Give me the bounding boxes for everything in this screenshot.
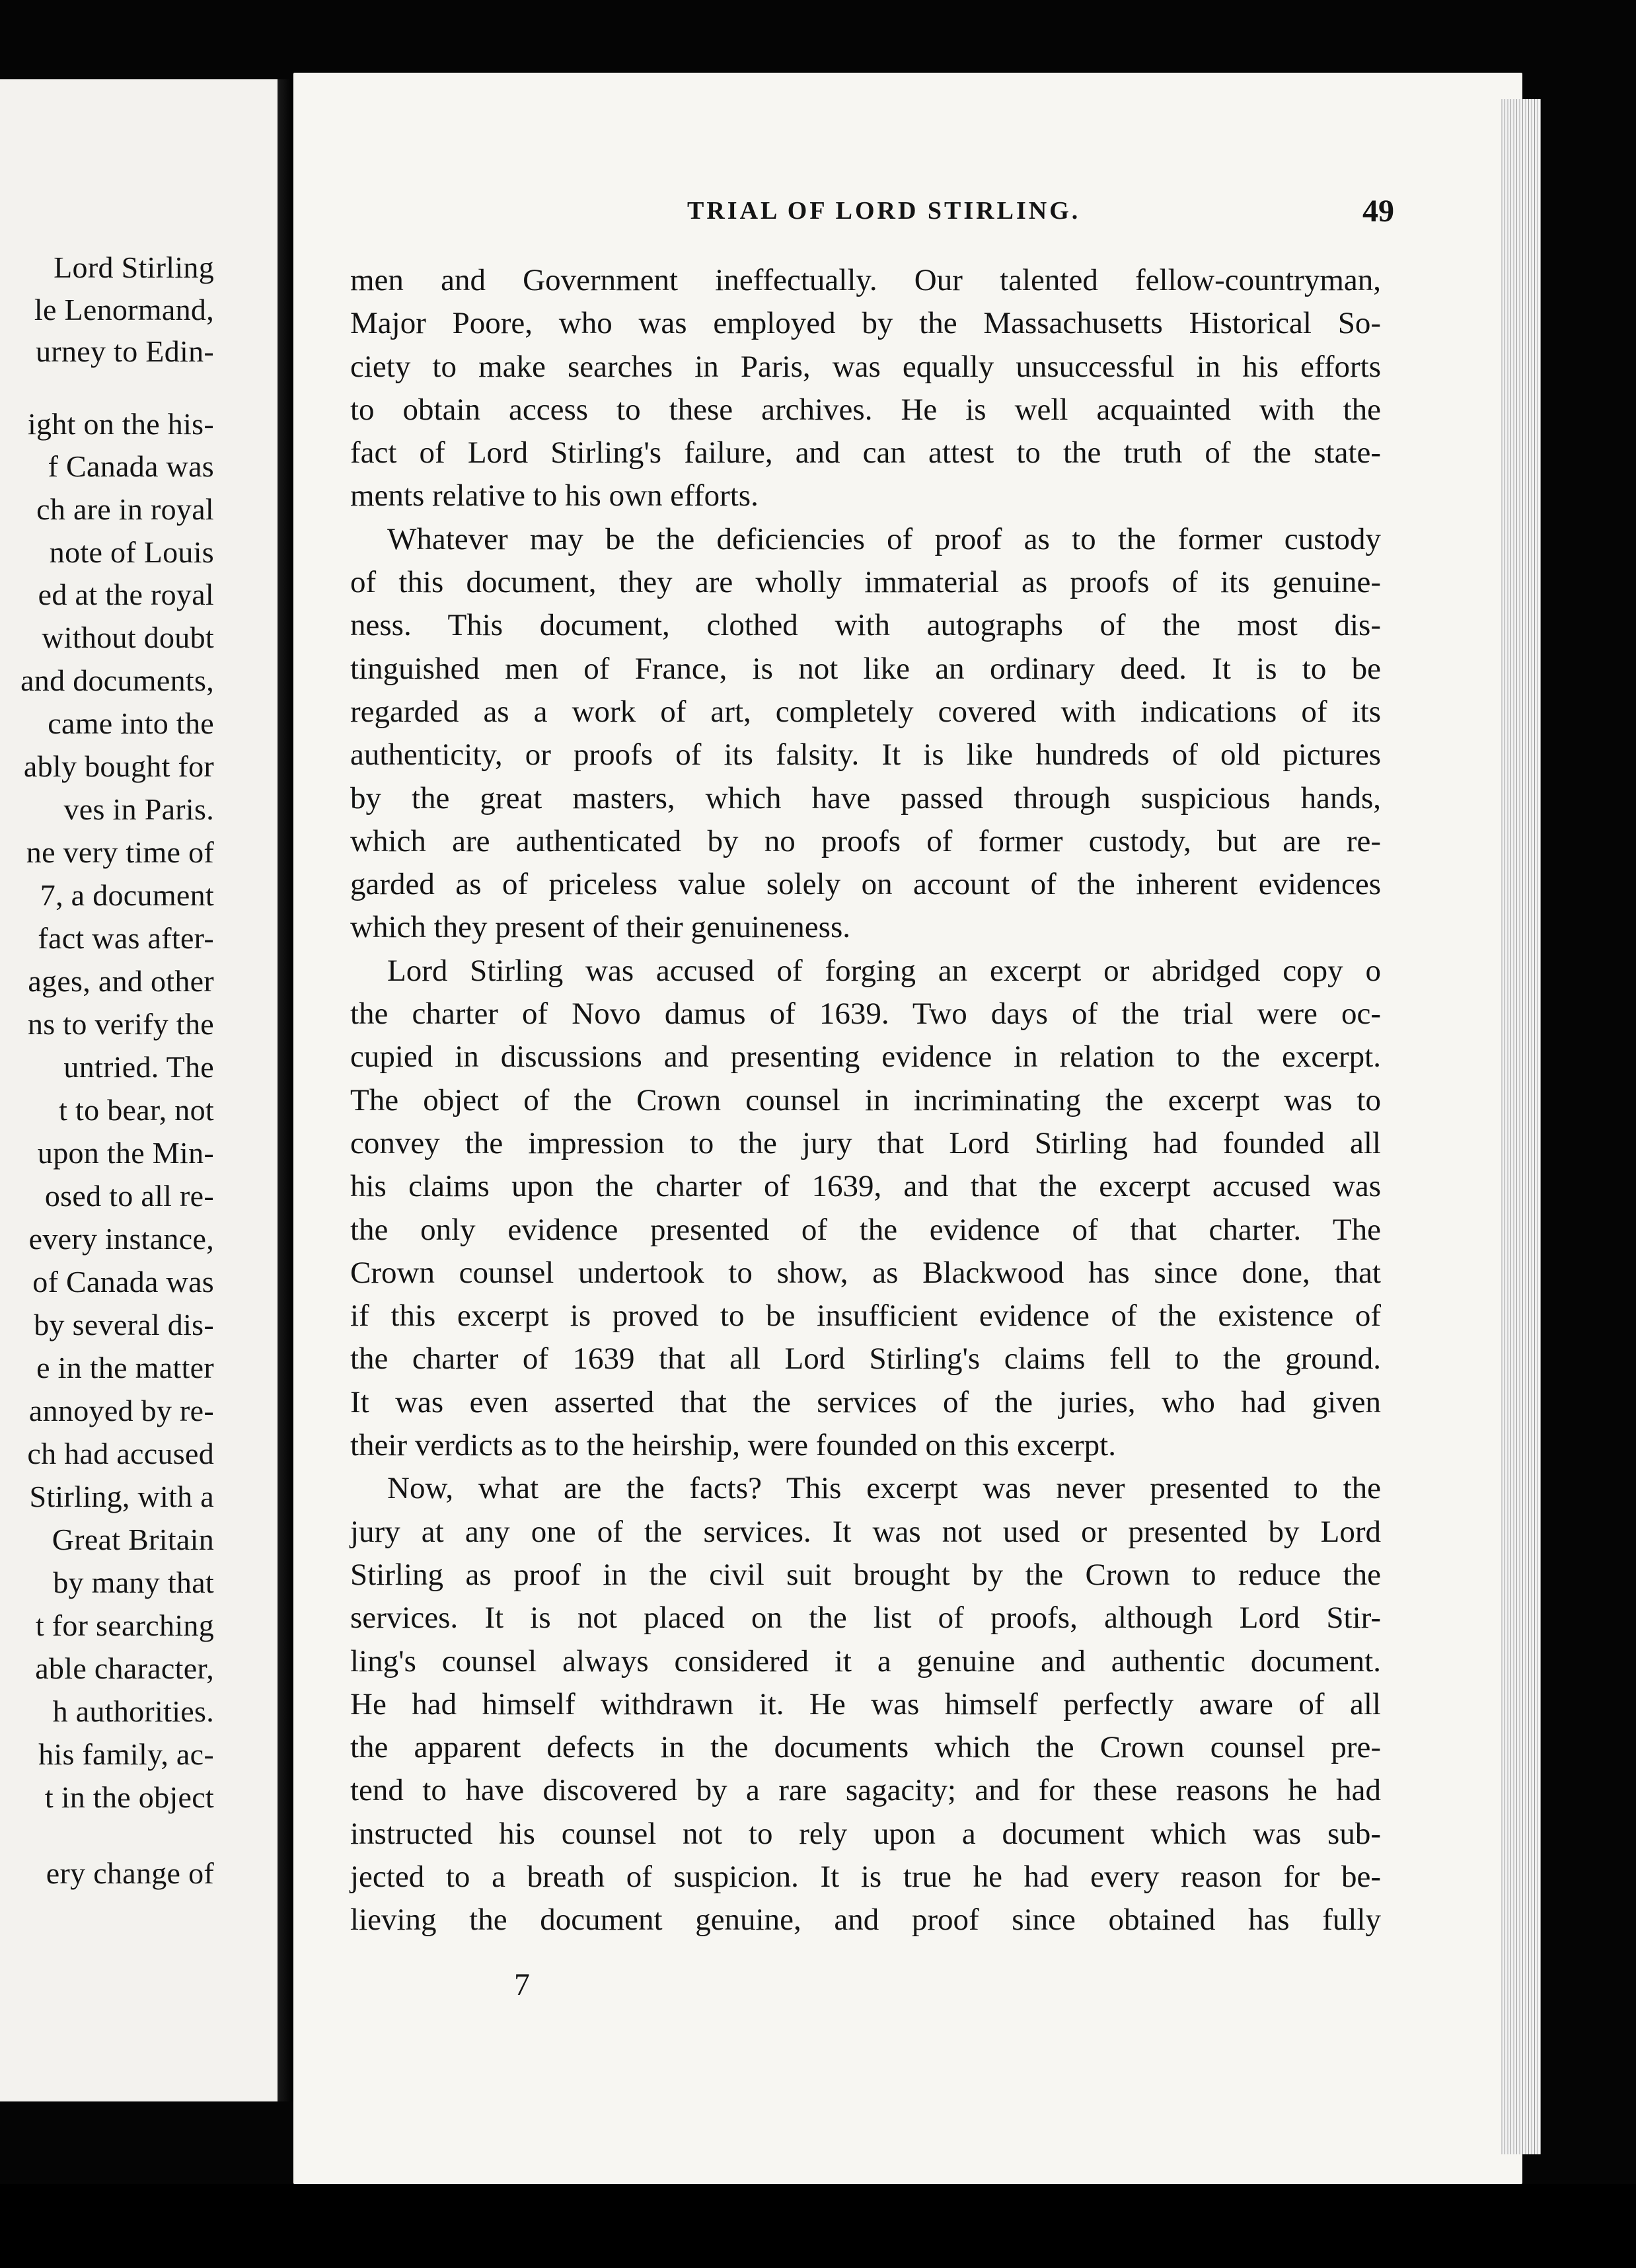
text-line: to obtain access to these archives. He is well acquainted with the [350,392,1381,427]
text-line: ciety to make searches in Paris, was equally unsuccessful in his efforts [350,349,1381,384]
text-line: ments relative to his own efforts. [350,478,759,513]
text-line: the apparent defects in the documents which the Crown counsel pre- [350,1730,1381,1765]
left-page-line: able character, [35,1651,214,1685]
text-line: his claims upon the charter of 1639, and that the excerpt accused was [350,1169,1381,1204]
text-line: ness. This document, clothed with autographs of the most dis- [350,608,1381,643]
page-edges [1501,99,1541,2154]
text-line: It was even asserted that the services of the juries, who had given [350,1384,1381,1419]
text-line: the charter of Novo damus of 1639. Two days of the trial were oc- [350,997,1381,1032]
text-line: He had himself withdrawn it. He was himself perfectly aware of all [350,1686,1381,1721]
text-line: Stirling as proof in the civil suit brought by the Crown to reduce the [350,1557,1381,1592]
left-page-line: upon the Min- [37,1136,214,1170]
text-line: Now, what are the facts? This excerpt was never presented to the [387,1471,1381,1506]
left-page-line: ight on the his- [27,407,214,441]
text-line: their verdicts as to the heirship, were founded on this excerpt. [350,1428,1116,1463]
left-page-line: h authorities. [52,1694,214,1728]
left-page-line: by many that [53,1566,214,1599]
left-page-line: every instance, [28,1222,214,1256]
left-page-line: Lord Stirling [54,250,214,284]
left-page-line: came into the [48,706,214,740]
left-page [0,79,278,2101]
body-text [350,259,1381,1942]
text-line: lieving the document genuine, and proof since obtained has fully [350,1903,1381,1938]
text-line: services. It is not placed on the list of proofs, although Lord Stir- [350,1601,1381,1636]
text-line: Whatever may be the deficiencies of proof as to the former custody [387,521,1381,556]
left-page-line: ably bought for [23,749,214,783]
text-line: ling's counsel always considered it a genuine and authentic document. [350,1644,1381,1679]
left-page-line: untried. The [63,1050,214,1084]
text-line: convey the impression to the jury that Lord Stirling had founded all [350,1125,1381,1160]
text-line: which they present of their genuineness. [350,910,851,945]
left-page-line: ns to verify the [27,1007,214,1041]
signature-mark: 7 [514,1967,530,2002]
left-page-line: note of Louis [49,535,214,569]
left-page-line: t to bear, not [59,1093,214,1127]
running-head: TRIAL OF LORD STIRLING. [687,197,1081,225]
left-page-line: e in the matter [36,1351,214,1384]
text-line: the charter of 1639 that all Lord Stirling's claims fell to the ground. [350,1342,1381,1377]
text-line: Lord Stirling was accused of forging an excerpt or abridged copy o [387,953,1381,988]
left-page-line: f Canada was [48,449,214,483]
text-line: fact of Lord Stirling's failure, and can attest to the truth of the state- [350,435,1381,471]
left-page-line: his family, ac- [38,1737,214,1771]
left-page-line: Great Britain [52,1523,214,1556]
left-page-line: fact was after- [38,921,214,955]
text-line: Crown counsel undertook to show, as Blackwood has since done, that [350,1255,1381,1290]
text-line: instructed his counsel not to rely upon a document which was sub- [350,1816,1381,1851]
left-page-line: annoyed by re- [28,1394,214,1427]
left-page-line: by several dis- [34,1308,214,1342]
left-page-line: ch are in royal [36,492,214,526]
left-page-line: urney to Edin- [36,334,214,368]
text-line: if this excerpt is proved to be insufficient evidence of the existence of [350,1299,1381,1334]
left-page-line: t in the object [44,1780,214,1814]
text-line: tinguished men of France, is not like an ordinary deed. It is to be [350,651,1381,686]
left-page-line: without doubt [42,621,214,654]
text-line: regarded as a work of art, completely covered with indications of its [350,694,1381,729]
text-line: authenticity, or proofs of its falsity. It is like hundreds of old pictures [350,737,1381,773]
left-page-line: ery change of [46,1856,214,1890]
left-page-line: osed to all re- [44,1179,214,1213]
text-line: by the great masters, which have passed through suspicious hands, [350,780,1381,815]
left-page-line: ed at the royal [38,578,214,611]
text-line: garded as of priceless value solely on account of the inherent evidences [350,867,1381,902]
left-page-line: ne very time of [26,835,214,869]
scan-background [0,2184,1636,2268]
left-page-line: ves in Paris. [63,792,214,826]
text-line: the only evidence presented of the evidence of that charter. The [350,1212,1381,1247]
page-number: 49 [1362,194,1394,229]
left-page-line: t for searching [35,1608,214,1642]
text-line: cupied in discussions and presenting evidence in relation to the excerpt. [350,1040,1381,1075]
text-line: The object of the Crown counsel in incriminating the excerpt was to [350,1082,1381,1117]
text-line: jected to a breath of suspicion. It is true he had every reason for be- [350,1859,1381,1894]
book-gutter [278,79,293,2101]
text-line: Major Poore, who was employed by the Massachusetts Historical So- [350,306,1381,341]
left-page-line: and documents, [20,663,214,697]
text-line: men and Government ineffectually. Our talented fellow-countryman, [350,263,1381,297]
text-line: which are authenticated by no proofs of former custody, but are re- [350,823,1381,858]
left-page-line: 7, a document [40,878,214,912]
text-line: tend to have discovered by a rare sagacity; and for these reasons he had [350,1773,1381,1808]
left-page-line: ch had accused [27,1437,214,1470]
left-page-line: le Lenormand, [34,293,214,326]
left-page-line: Stirling, with a [29,1480,214,1513]
text-line: of this document, they are wholly immaterial as proofs of its genuine- [350,565,1381,600]
left-page-line: of Canada was [32,1265,214,1299]
text-line: jury at any one of the services. It was not used or presented by Lord [350,1514,1381,1549]
left-page-line: ages, and other [28,964,214,998]
